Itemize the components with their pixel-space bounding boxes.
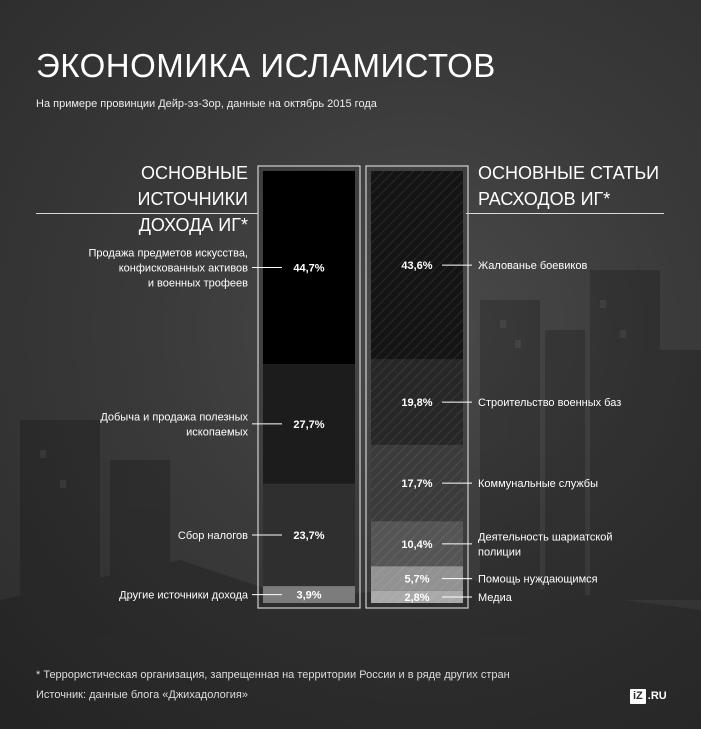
footnote: * Террористическая организация, запрещенная на территории России и в ряде других стран — [36, 669, 510, 681]
expense-category-label-line: Деятельность шариатской — [478, 531, 613, 544]
income-category-label-3 — [119, 590, 249, 602]
income-category-label-line: Продажа предметов искусства, — [88, 247, 248, 260]
expense-category-label-line: Помощь нуждающимся — [478, 573, 598, 586]
source-note: Источник: данные блога «Джихадология» — [36, 689, 248, 701]
expense-category-label-2 — [478, 478, 598, 490]
expense-value-label-2: 17,7% — [401, 478, 433, 491]
expense-category-label-line: Медиа — [478, 591, 512, 604]
income-category-label-1 — [100, 411, 248, 438]
income-heading: ОСНОВНЫЕ ИСТОЧНИКИ ДОХОДА ИГ* — [137, 163, 248, 235]
expense-category-label-line: Строительство военных баз — [478, 397, 622, 410]
expense-category-label-line: полиции — [478, 546, 521, 559]
expense-category-label-5 — [478, 592, 513, 604]
logo-text: .RU — [647, 690, 667, 702]
logo-mark: iZ — [630, 689, 646, 704]
expense-category-label-line: Жалованье боевиков — [478, 260, 588, 273]
page-title: ЭКОНОМИКА ИСЛАМИСТОВ — [36, 47, 496, 84]
expense-segments — [371, 171, 621, 604]
income-value-label-1: 27,7% — [293, 418, 325, 431]
income-value-label-3: 3,9% — [296, 589, 322, 602]
iz-logo[interactable] — [630, 688, 667, 704]
income-category-label-line: конфискованных активов — [118, 262, 248, 275]
income-category-label-line: Добыча и продажа полезных — [100, 411, 248, 424]
income-category-label-line: Другие источники дохода — [119, 589, 248, 602]
income-category-label-line: Сбор налогов — [177, 529, 248, 542]
income-value-label-2: 23,7% — [293, 529, 325, 542]
income-segments — [89, 171, 355, 603]
expense-category-label-line: Коммунальные службы — [478, 478, 599, 491]
expense-category-label-0 — [478, 260, 587, 272]
income-value-label-0: 44,7% — [293, 262, 325, 275]
income-category-label-0 — [89, 248, 249, 290]
income-category-label-line: и военных трофеев — [147, 277, 248, 290]
expense-value-label-5: 2,8% — [404, 591, 430, 604]
expense-heading: ОСНОВНЫЕ СТАТЬИ РАСХОДОВ ИГ* — [478, 163, 660, 209]
expense-value-label-0: 43,6% — [401, 260, 433, 273]
page-subtitle: На примере провинции Дейр-эз-Зор, данные на октябрь 2015 года — [36, 98, 377, 110]
income-category-label-line: ископаемых — [186, 426, 248, 439]
expense-value-label-4: 5,7% — [404, 573, 430, 586]
expense-value-label-1: 19,8% — [401, 397, 433, 410]
expense-category-label-1 — [478, 397, 621, 409]
expense-category-label-3 — [478, 531, 613, 558]
expense-value-label-3: 10,4% — [401, 538, 433, 551]
income-category-label-2 — [178, 530, 248, 542]
expense-category-label-4 — [478, 574, 598, 586]
